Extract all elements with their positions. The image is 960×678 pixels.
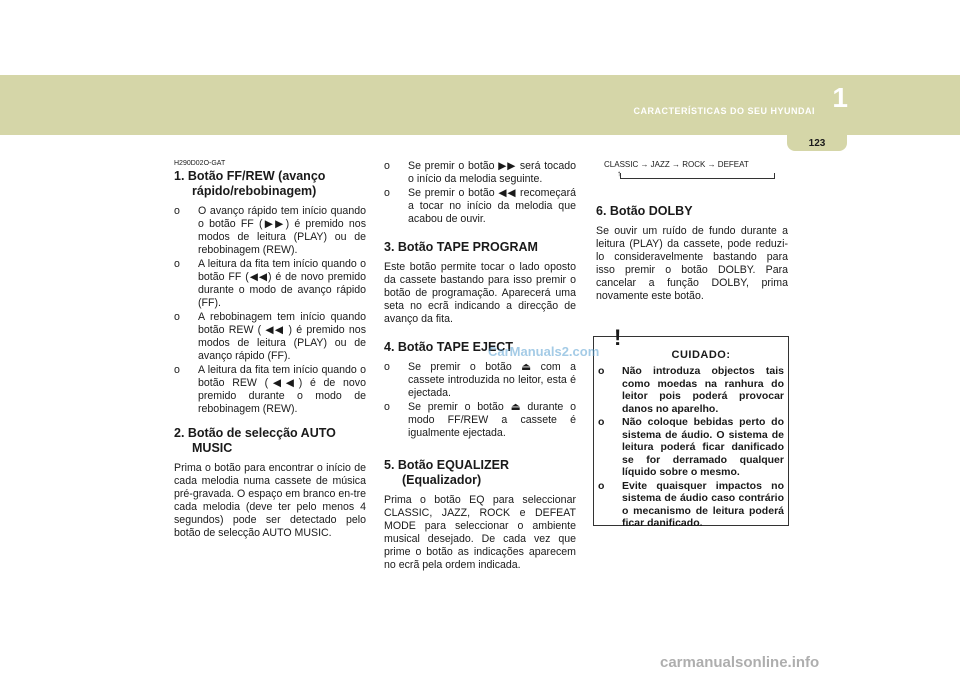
column-1 [174, 160, 366, 550]
watermark-bottom: carmanualsonline.info [660, 654, 820, 671]
column-2 [384, 160, 576, 582]
paragraph-tape-program: Este botão permite tocar o lado oposto da cassete bastando para isso premir o botão de programação. Aparecerá uma seta no ecrã indicando a direcção de avanço da fita. [384, 261, 576, 325]
section-code: H290D02O-GAT [174, 160, 226, 167]
heading-dolby: 6. Botão DOLBY [596, 204, 693, 218]
list-item: o A leitura da fita tem início quando o botão FF (◀◀) é de novo premido durante o modo de avanço rápido (FF). [174, 258, 366, 309]
eq-mode-return-line [620, 173, 775, 179]
heading-auto-music: 2. Botão de selecção AUTO MUSIC [174, 426, 336, 455]
list-item: o Se premir o botão ⏏ com a cassete introduzida no leitor, esta é ejectada. [384, 361, 576, 399]
caution-title: CUIDADO: [671, 349, 731, 361]
list-item: o A rebobinagem tem início quando botão REW ( ◀◀ ) é premido nos modos de leitura (PLAY) ou de avanço rápido (FF). [174, 311, 366, 362]
watermark-top: CarManuals2.com [488, 344, 600, 359]
heading-tape-eject: 4. Botão TAPE EJECT [384, 340, 513, 354]
list-item: o Se premir o botão ⏏ durante o modo FF/REW a cassete é igualmente ejectada. [384, 401, 576, 439]
heading-equalizer: 5. Botão EQUALIZER (Equalizador) [384, 458, 510, 487]
auto-music-list [384, 160, 576, 226]
paragraph-auto-music: Prima o botão para encontrar o início de cada melodia numa cassete de música pré-gravada. O espaço em branco en-tre cada melodia (deve ter pelo menos 4 segundos) pode ser detectado pelo botão de selecção AUTO MUSIC. [174, 462, 366, 539]
caution-box [593, 325, 789, 529]
eq-mode-diagram [604, 160, 788, 190]
list-item: o Não introduza objectos tais como moedas na ranhura do leitor pois poderá provocar danos no aparelho. [598, 365, 784, 415]
caution-list [598, 365, 784, 530]
heading-ff-rew: 1. Botão FF/REW (avanço rápido/rebobinagem) [174, 169, 326, 198]
list-item: o A leitura da fita tem início quando o botão REW (◀◀) é de novo premido durante o modo de rebobinagem (REW). [174, 364, 366, 415]
list-item: o O avanço rápido tem início quando o botão FF (▶▶) é premido nos modos de leitura (PLAY) ou de rebobinagem (REW). [174, 205, 366, 256]
list-item: o Se premir o botão ◀◀ recomeçará a tocar no início da melodia que acabou de ouvir. [384, 187, 576, 225]
tape-eject-list [384, 361, 576, 440]
heading-tape-program: 3. Botão TAPE PROGRAM [384, 240, 538, 254]
list-item: o Evite quaisquer impactos no sistema de áudio caso contrário o mecanismo de leitura poderá ficar danificado. [598, 479, 784, 529]
paragraph-equalizer: Prima o botão EQ para seleccionar CLASSIC, JAZZ, ROCK e DEFEAT MODE para seleccionar o ambiente musical desejado. De cada vez que prime o botão as indicações aparecem no ecrã pela ordem indicada. [384, 494, 576, 571]
page-number: 123 [787, 135, 847, 151]
header-band [0, 75, 960, 135]
list-item: o Se premir o botão ▶▶ será tocado o início da melodia seguinte. [384, 160, 576, 185]
warning-icon: ! [614, 325, 622, 350]
ff-rew-list [174, 205, 366, 416]
chapter-title: CARACTERÍSTICAS DO SEU HYUNDAI [633, 106, 815, 116]
paragraph-dolby: Se ouvir um ruído de fundo durante a leitura (PLAY) da cassete, pode reduzi-lo consideravelmente bastando para isso premir o botão DOLBY. Para cancelar a função DOLBY, prima novamente este botão. [596, 225, 788, 302]
arrow-up-icon: ↑ [617, 169, 621, 178]
chapter-number: 1 [832, 82, 848, 113]
list-item: o Não coloque bebidas perto do sistema de áudio. O sistema de leitura poderá ficar danificado se for derramado qualquer líquido sobre o mesmo. [598, 416, 784, 478]
column-3 [596, 160, 788, 313]
eq-mode-sequence: CLASSIC → JAZZ → ROCK → DEFEAT [604, 160, 749, 169]
